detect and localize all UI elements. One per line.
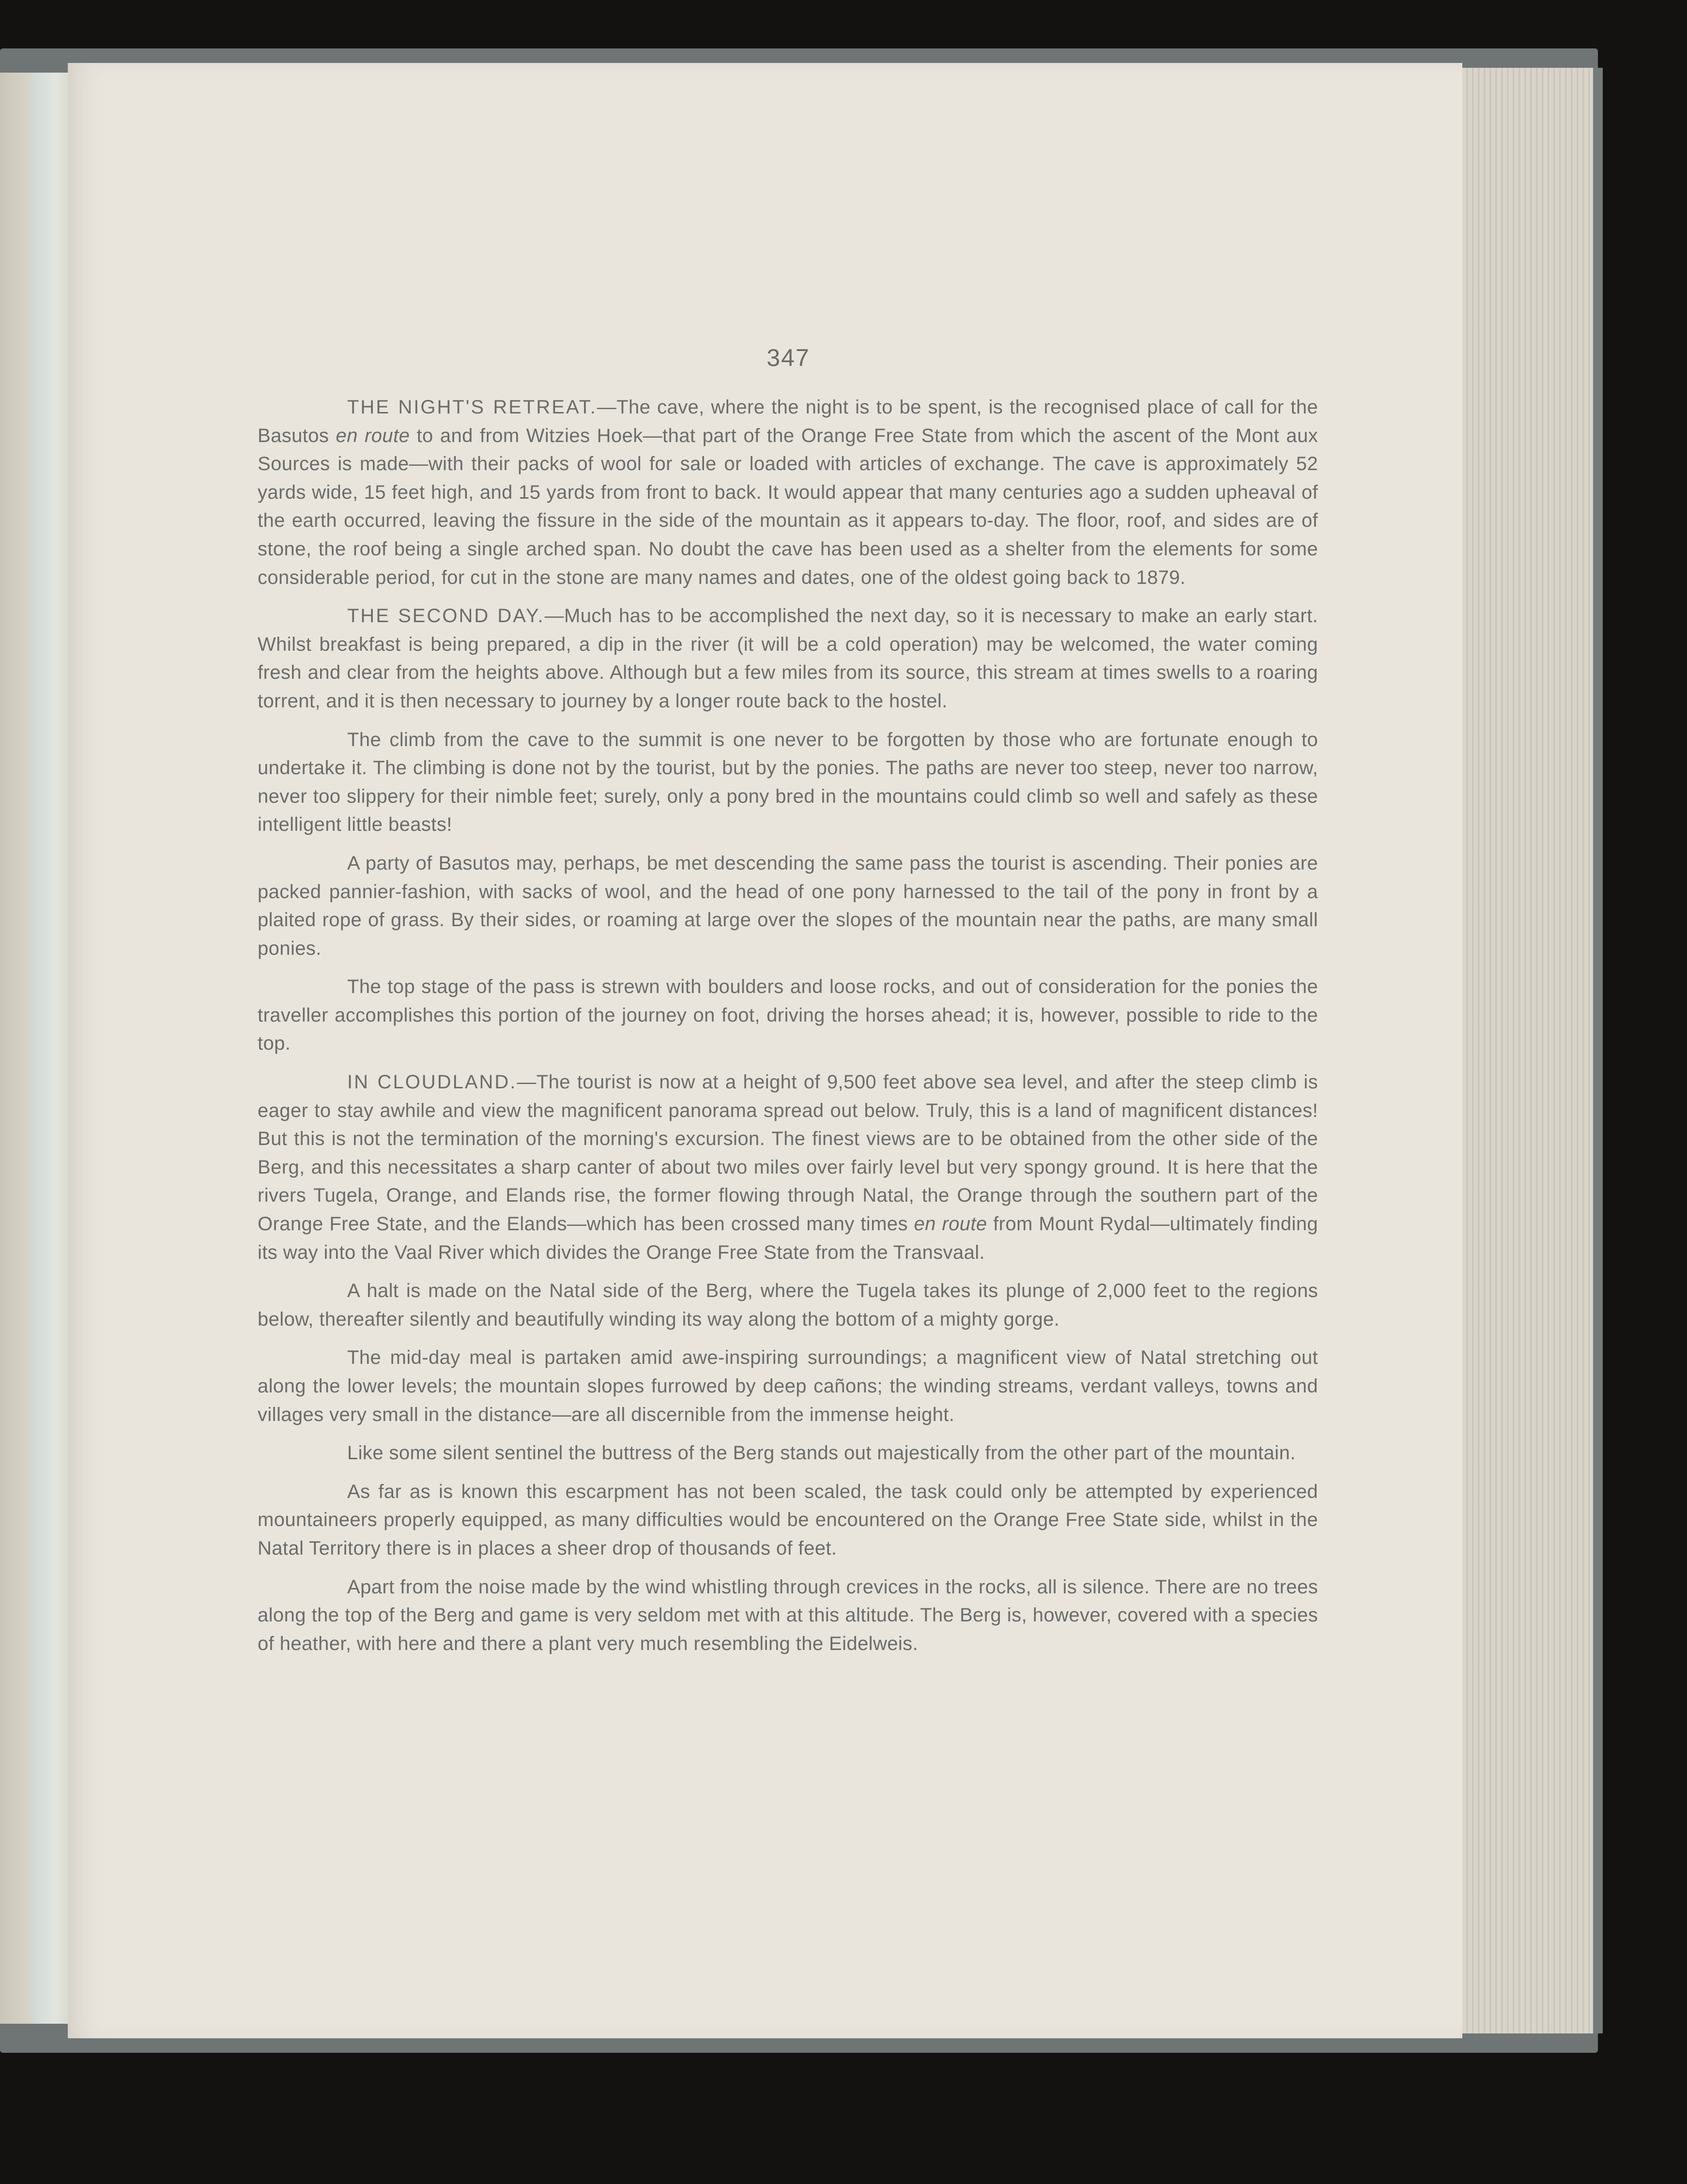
paragraph-text: —The cave, where the night is to be spent, is the recognised place of call for the Basutos bbox=[258, 397, 1318, 446]
paragraph-text: As far as is known this escarpment has not been scaled, the task could only be attempted by experienced mountaineers properly equipped, as many difficulties would be encountered on the Orange Free State side, whilst in the Natal Territory there is in places a sheer drop of thousands of feet. bbox=[258, 1481, 1318, 1559]
paragraph-text: A party of Basutos may, perhaps, be met descending the same pass the tourist is ascending. Their ponies are packed pannier-fashion, with sacks of wool, and the head of one pony harnessed to the tail of the pony in front by a plaited rope of grass. By their sides, or roaming at large over the slopes of the mountain near the paths, are many small ponies. bbox=[258, 852, 1318, 959]
paragraph-top-stage bbox=[258, 973, 1318, 1058]
paragraph-text: —The tourist is now at a height of 9,500 feet above sea level, and after the steep climb is eager to stay awhile and view the magnificent panorama spread out below. Truly, this is a land of magnificent distances! But this is not the termination of the morning's excursion. The finest views are to be obtained from the other side of the Berg, and this necessitates a sharp canter of about two miles over fairly level but very spongy ground. It is here that the rivers Tugela, Orange, and Elands rise, the former flowing through Natal, the Orange through the southern part of the Orange Free State, and the Elands—which has been crossed many times bbox=[258, 1071, 1318, 1235]
paragraph-text: A halt is made on the Natal side of the Berg, where the Tugela takes its plunge of 2,000 feet to the regions below, thereafter silently and beautifully winding its way along the bottom of a mighty gorge. bbox=[258, 1280, 1318, 1330]
paragraph-silence bbox=[258, 1573, 1318, 1658]
paragraph-text: from Mount Rydal—ultimately finding its way into the Vaal River which divides the Orange Free State from the Transvaal. bbox=[258, 1213, 1319, 1263]
section-heading: THE SECOND DAY. bbox=[347, 605, 545, 627]
paragraph-climb bbox=[258, 726, 1318, 839]
paragraph-cloudland bbox=[258, 1068, 1318, 1267]
paragraph-text: Like some silent sentinel the buttress of the Berg stands out majestically from the other part of the mountain. bbox=[347, 1442, 1296, 1464]
paragraph-text: The mid-day meal is partaken amid awe-inspiring surroundings; a magnificent view of Natal stretching out along the lower levels; the mountain slopes furrowed by deep cañons; the winding streams, verdant valleys, towns and villages very small in the distance—are all discernible from the immense height. bbox=[258, 1347, 1318, 1425]
italic-phrase: en route bbox=[914, 1213, 987, 1235]
paragraph-second-day bbox=[258, 602, 1318, 715]
paragraph-text: The climb from the cave to the summit is one never to be forgotten by those who are fortunate enough to undertake it. The climbing is done not by the tourist, but by the ponies. The paths are never too steep, never too narrow, never too slippery for their nimble feet; surely, only a pony bred in the mountains could climb so well and safely as these intelligent little beasts! bbox=[258, 729, 1318, 836]
paragraph-text: to and from Witzies Hoek—that part of the Orange Free State from which the ascent of the Mont aux Sources is made—with their packs of wool for sale or loaded with articles of exchange. The cave is approximately 52 yards wide, 15 feet high, and 15 yards from front to back. It would appear that many centuries ago a sudden upheaval of the earth occurred, leaving the fissure in the side of the mountain as it appears to-day. The floor, roof, and sides are of stone, the roof being a single arched span. No doubt the cave has been used as a shelter from the elements for some considerable period, for cut in the stone are many names and dates, one of the oldest going back to 1879. bbox=[258, 425, 1318, 588]
paragraph-halt bbox=[258, 1277, 1318, 1333]
paragraph-escarpment bbox=[258, 1478, 1318, 1563]
section-heading: IN CLOUDLAND. bbox=[347, 1071, 517, 1093]
paragraph-text: The top stage of the pass is strewn with boulders and loose rocks, and out of consideration for the ponies the traveller accomplishes this portion of the journey on foot, driving the horses ahead; it is, however, possible to ride to the top. bbox=[258, 976, 1318, 1054]
paragraph-text: —Much has to be accomplished the next day, so it is necessary to make an early start. Whilst breakfast is being prepared, a dip in the river (it will be a cold operation) may be welcomed, the water coming fresh and clear from the heights above. Although but a few miles from its source, this stream at times swells to a roaring torrent, and it is then necessary to journey by a longer route back to the hostel. bbox=[258, 605, 1319, 712]
page-number: 347 bbox=[767, 344, 810, 371]
paragraph-nights-retreat bbox=[258, 393, 1318, 592]
book-page bbox=[68, 63, 1462, 2038]
body-text bbox=[258, 393, 1318, 1668]
paragraph-sentinel bbox=[258, 1439, 1318, 1467]
paragraph-midday-meal bbox=[258, 1344, 1318, 1429]
paragraph-basutos bbox=[258, 849, 1318, 962]
italic-phrase: en route bbox=[336, 425, 410, 446]
section-heading: THE NIGHT'S RETREAT. bbox=[347, 397, 597, 418]
paragraph-text: Apart from the noise made by the wind whistling through crevices in the rocks, all is silence. There are no trees along the top of the Berg and game is very seldom met with at this altitude. The Berg is, however, covered with a species of heather, with here and there a plant very much resembling the Eidelweis. bbox=[258, 1576, 1318, 1654]
